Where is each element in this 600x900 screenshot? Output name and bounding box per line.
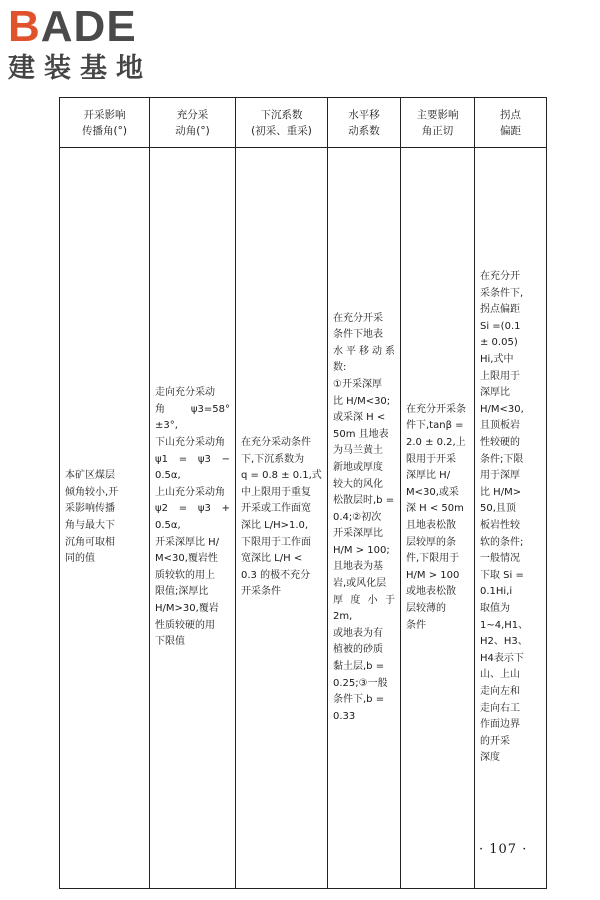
header-subsidence-coefficient: 下沉系数 (初采、重采): [236, 98, 328, 148]
table-row: [60, 148, 547, 889]
parameter-table: [59, 97, 547, 889]
cell-inflection-offset: 在充分开 采条件下, 拐点偏距 Si =(0.1 ± 0.05) Hi,式中 上限用于 深厚比 H/M<30, 且顶板岩 性较硬的 条件;下限 用于深厚 比 H/M> 50,且顶 板岩性较 软的条件; 一般情况 下取 Si = 0.1Hi,i 取值为 1~4,H1、 H2、H3、 H4表示下 山、上山 走向左和 走向右工 作面边界 的开采 深度: [475, 148, 547, 889]
cell-influence-angle-tangent: 在充分开采条 件下,tanβ = 2.0 ± 0.2,上 限用于开采 深厚比 H/ M<30,或采 深 H < 50m 且地表松散 层较厚的条 件,下限用于 H/M > 100 或地表松散 层较薄的 条件: [401, 148, 475, 889]
cell-subsidence-coefficient: 在充分采动条件 下,下沉系数为 q = 0.8 ± 0.1,式 中上限用于重复 开采或工作面宽 深比 L/H>1.0, 下限用于工作面 宽深比 L/H < 0.3 的极不充分 开采条件: [236, 148, 328, 889]
header-influence-angle-tangent: 主要影响 角正切: [401, 98, 475, 148]
logo-chinese-name: 建装基地: [8, 53, 152, 84]
page-number: · 107 ·: [479, 842, 528, 857]
cell-propagation-angle: 本矿区煤层 倾角较小,开 采影响传播 角与最大下 沉角可取相 同的值: [60, 148, 150, 889]
header-horizontal-coefficient: 水平移 动系数: [328, 98, 401, 148]
header-full-mining-angle: 充分采 动角(°): [150, 98, 236, 148]
header-propagation-angle: 开采影响 传播角(°): [60, 98, 150, 148]
logo-wordmark: BADE: [8, 2, 137, 51]
header-inflection-offset: 拐点 偏距: [475, 98, 547, 148]
cell-full-mining-angle: 走向充分采动 角 ψ3=58°±3°, 下山充分采动角 ψ1 = ψ3 − 0.5α, 上山充分采动角 ψ2 = ψ3 + 0.5α, 开采深厚比 H/ M<30,覆岩性 质较软的用上 限值;深厚比 H/M>30,覆岩 性质较硬的用 下限值: [150, 148, 236, 889]
site-logo: [8, 4, 178, 86]
table-header-row: [60, 98, 547, 148]
cell-horizontal-coefficient: 在充分开采 条件下地表 水平移动系数: ①开采深厚 比 H/M<30; 或采深 H < 50m 且地表 为马兰黄土 新地或厚度 较大的风化 松散层时,b = 0.4;②初次 开采深厚比 H/M > 100; 且地表为基 岩,或风化层 厚度小于 2m, 或地表为有 植被的砂质 黏土层,b = 0.25;③一般 条件下,b = 0.33: [328, 148, 401, 889]
